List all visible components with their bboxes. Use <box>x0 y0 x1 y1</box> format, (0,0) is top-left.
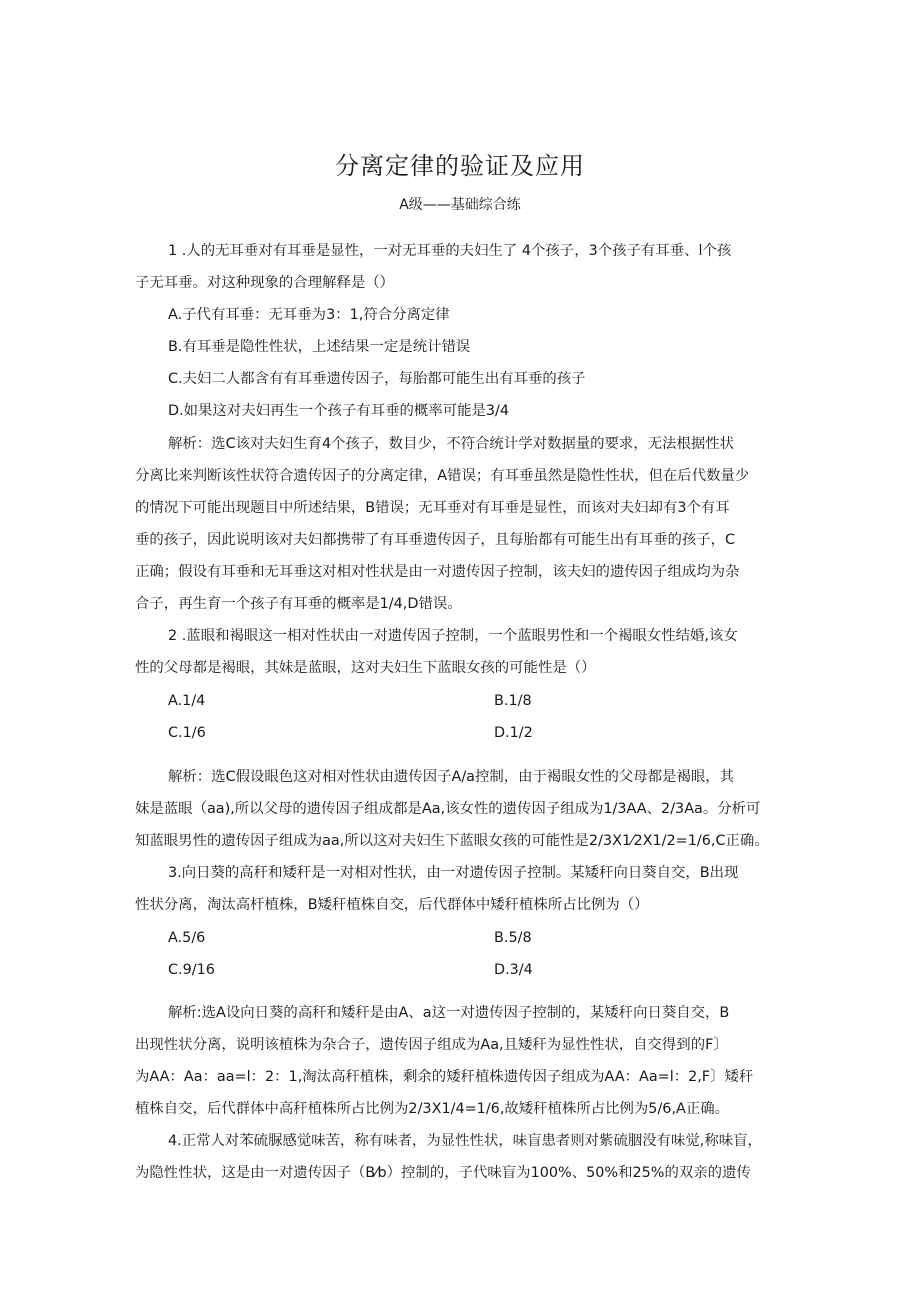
q1-analysis-line: 正确；假设有耳垂和无耳垂这对相对性状是由一对遗传因子控制，该夫妇的遗传因子组成均为杂 <box>135 564 740 580</box>
q1-stem-line: 子无耳垂。对这种现象的合理解释是（） <box>135 275 395 291</box>
q2-option-c: C.1/6 <box>168 725 206 741</box>
page-title: 分离定律的验证及应用 <box>335 152 585 180</box>
q2-stem-line: 性的父母都是褐眼，其妹是蓝眼，这对夫妇生下蓝眼女孩的可能性是（） <box>135 660 596 676</box>
q1-stem-line: 1 .人的无耳垂对有耳垂是显性，一对无耳垂的夫妇生了 4个孩子，3个孩子有耳垂、l个孩 <box>168 243 732 259</box>
q2-option-b: B.1/8 <box>494 693 532 709</box>
q1-option-d: D.如果这对夫妇再生一个孩子有耳垂的概率可能是3/4 <box>168 403 510 419</box>
q2-analysis-line: 知蓝眼男性的遗传因子组成为aa,所以这对夫妇生下蓝眼女孩的可能性是2/3X1⁄2X1/2=1/6,C正确。 <box>135 833 769 849</box>
q3-analysis-line: 为AA：Aa：aa=l：2：1,淘汰高秆植株，剩余的矮秆植株遗传因子组成为AA：Aa=l：2,F〕矮秆 <box>135 1069 754 1085</box>
q2-analysis-line: 解析：选C假设眼色这对相对性状由遗传因子A/a控制，由于褐眼女性的父母都是褐眼，其 <box>168 769 735 785</box>
q3-option-c: C.9/16 <box>168 962 215 978</box>
q2-option-a: A.1/4 <box>168 693 206 709</box>
q3-stem-line: 3.向日葵的高秆和矮秆是一对相对性状，由一对遗传因子控制。某矮秆向日葵自交，B出现 <box>168 865 739 881</box>
q3-analysis-line: 植株自交，后代群体中高秆植株所占比例为2/3X1/4=1/6,故矮秆植株所占比例为5/6,A正确。 <box>135 1101 730 1117</box>
q1-analysis-line: 垂的孩子，因此说明该对夫妇都携带了有耳垂遗传因子，且每胎都有可能生出有耳垂的孩子，C <box>135 532 736 548</box>
q3-option-a: A.5/6 <box>168 930 206 946</box>
q4-stem-line: 4.正常人对苯硫脲感觉味苦，称有味者，为显性性状，味盲患者则对紫硫胭没有味觉,称味盲， <box>168 1133 762 1149</box>
q1-option-b: B.有耳垂是隐性性状，上述结果一定是统计错误 <box>168 339 471 355</box>
q1-analysis-line: 分离比来判断该性状符合遗传因子的分离定律，A错误；有耳垂虽然是隐性性状，但在后代数量少 <box>135 468 750 484</box>
q2-stem-line: 2 .蓝眼和褐眼这一相对性状由一对遗传因子控制，一个蓝眼男性和一个褐眼女性结婚,该女 <box>168 628 738 644</box>
q3-analysis-line: 解析:选A设向日葵的高秆和矮秆是由A、a这一对遗传因子控制的，某矮秆向日葵自交，B <box>168 1005 730 1021</box>
q2-analysis-line: 妹是蓝眼（aa),所以父母的遗传因子组成都是Aa,该女性的遗传因子组成为1/3AA、2/3Aa。分析可 <box>135 801 761 817</box>
q3-analysis-line: 出现性状分离，说明该植株为杂合子，遗传因子组成为Aa,且矮秆为显性性状，自交得到的F〕 <box>135 1037 728 1053</box>
q1-analysis-line: 的情况下可能出现题目中所述结果，B错误；无耳垂对有耳垂是显性，而该对夫妇却有3个有耳 <box>135 500 730 516</box>
q1-option-a: A.子代有耳垂：无耳垂为3：1,符合分离定律 <box>168 307 450 323</box>
q1-analysis-line: 解析：选C该对夫妇生育4个孩子，数目少，不符合统计学对数据量的要求，无法根据性状 <box>168 436 735 452</box>
q1-analysis-line: 合子，再生育一个孩子有耳垂的概率是1/4,D错误。 <box>135 596 462 612</box>
q4-stem-line: 为隐性性状，这是由一对遗传因子（B⁄b）控制的，子代味盲为100%、50%和25%的双亲的遗传 <box>135 1165 751 1181</box>
q3-stem-line: 性状分离，淘汰高杆植株，B矮秆植株自交，后代群体中矮秆植株所占比例为（） <box>135 897 649 913</box>
q2-option-d: D.1/2 <box>494 725 533 741</box>
q1-option-c: C.夫妇二人都含有有耳垂遗传因子，每胎都可能生出有耳垂的孩子 <box>168 371 586 387</box>
q3-option-b: B.5/8 <box>494 930 532 946</box>
page-subtitle: A级——基础综合练 <box>399 197 521 213</box>
q3-option-d: D.3/4 <box>494 962 533 978</box>
